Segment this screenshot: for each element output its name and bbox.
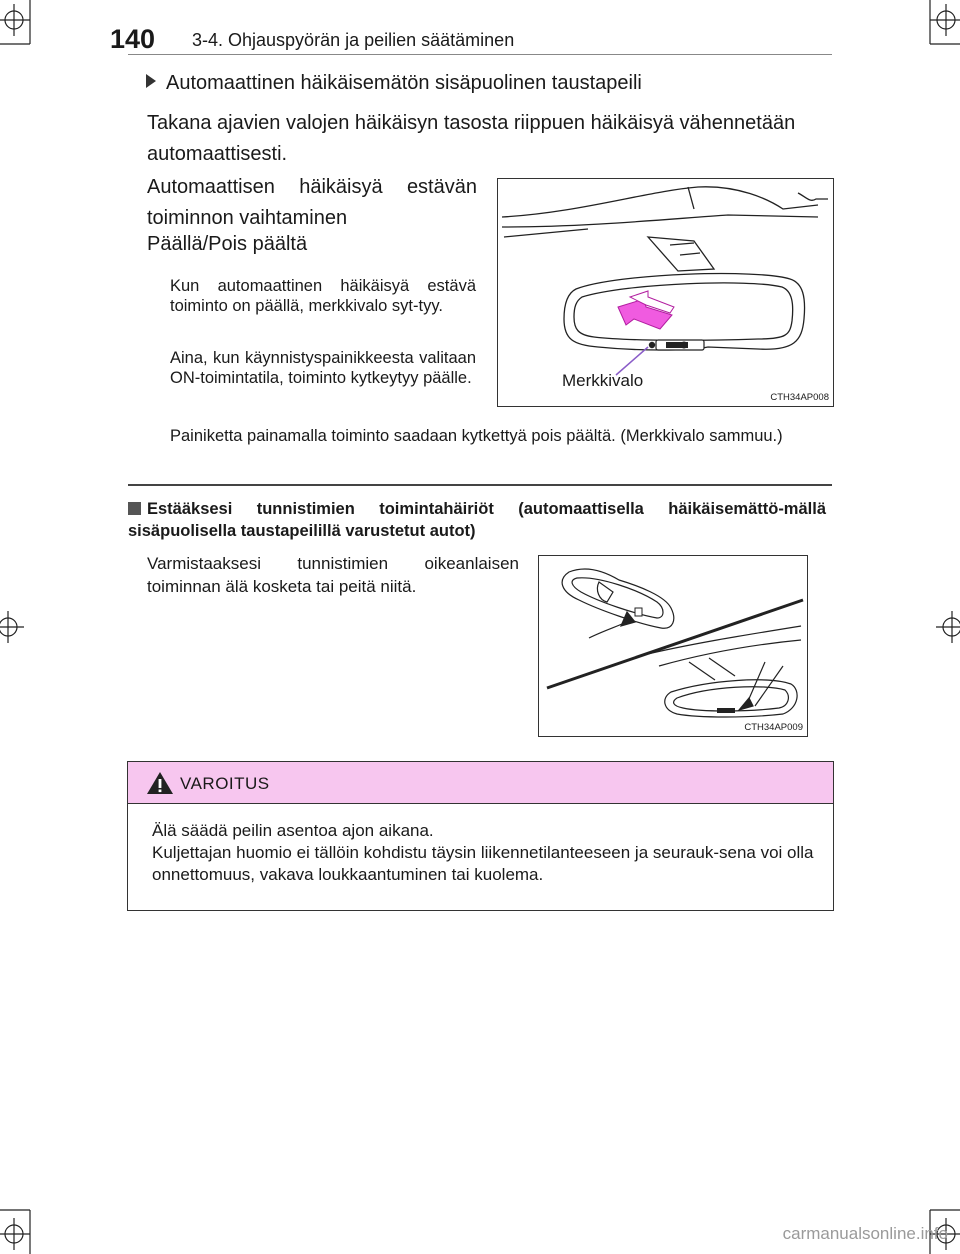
figure-code: CTH34AP009 bbox=[744, 722, 803, 733]
note-indicator-on: Kun automaattinen häikäisyä estävä toiminto on päällä, merkkivalo syt-tyy. bbox=[170, 277, 476, 315]
watermark: carmanualsonline.info bbox=[782, 1224, 948, 1243]
mirror-illustration bbox=[498, 179, 833, 406]
section-divider bbox=[128, 484, 832, 486]
figure-code: CTH34AP008 bbox=[770, 392, 829, 403]
rear-sensor-icon bbox=[717, 708, 735, 713]
warning-box bbox=[127, 761, 834, 911]
note-on-mode: Aina, kun käynnistyspainikkeesta valitaan ON-toimintatila, toiminto kytkeytyy päälle. bbox=[170, 349, 476, 387]
warning-line-1: Älä säädä peilin asentoa ajon aikana. bbox=[152, 821, 434, 840]
sensor-figure bbox=[538, 555, 808, 737]
toggle-title: Automaattisen häikäisyä estävän toiminnon vaihtaminen bbox=[147, 176, 477, 229]
warning-line-2: Kuljettajan huomio ei tällöin kohdistu täysin liikennetilanteeseen ja seurauk-sena voi olla onnettomuus, vakava loukkaantuminen tai kuolema. bbox=[152, 843, 814, 884]
sub-heading-text: Automaattinen häikäisemätön sisäpuolinen taustapeili bbox=[166, 72, 642, 94]
sub-heading bbox=[146, 72, 642, 95]
note-switch-off: Painiketta painamalla toiminto saadaan kytkettyä pois päältä. (Merkkivalo sammuu.) bbox=[170, 427, 783, 445]
warning-label: VAROITUS bbox=[180, 774, 270, 793]
indicator-light-icon bbox=[649, 342, 655, 348]
lead-paragraph: Takana ajavien valojen häikäisyn tasosta riippuen häikäisyä vähennetään automaattisesti. bbox=[147, 112, 796, 165]
square-bullet-icon bbox=[128, 502, 141, 515]
sensor-heading bbox=[128, 498, 826, 542]
sensor-paragraph: Varmistaaksesi tunnistimien oikeanlaisen toiminnan älä kosketa tai peitä niitä. bbox=[147, 554, 519, 596]
callout-label: Merkkivalo bbox=[562, 371, 644, 390]
mirror-button bbox=[666, 342, 688, 348]
mirror-figure bbox=[497, 178, 834, 407]
sensor-illustration bbox=[539, 556, 807, 736]
warning-icon bbox=[146, 770, 174, 796]
triangle-bullet-icon bbox=[146, 74, 156, 88]
sensor-heading-text: Estääksesi tunnistimien toimintahäiriöt (automaattisella häikäisemättö-mällä sisäpuolisella taustapeilillä varustetut autot) bbox=[128, 500, 826, 540]
toggle-state: Päällä/Pois päältä bbox=[147, 233, 308, 255]
front-sensor-icon bbox=[635, 608, 642, 616]
section-title: 3-4. Ohjauspyörän ja peilien säätäminen bbox=[192, 30, 515, 50]
warning-header bbox=[128, 762, 833, 804]
warning-body bbox=[152, 820, 815, 886]
page-number: 140 bbox=[110, 24, 156, 54]
header-rule bbox=[128, 54, 832, 55]
